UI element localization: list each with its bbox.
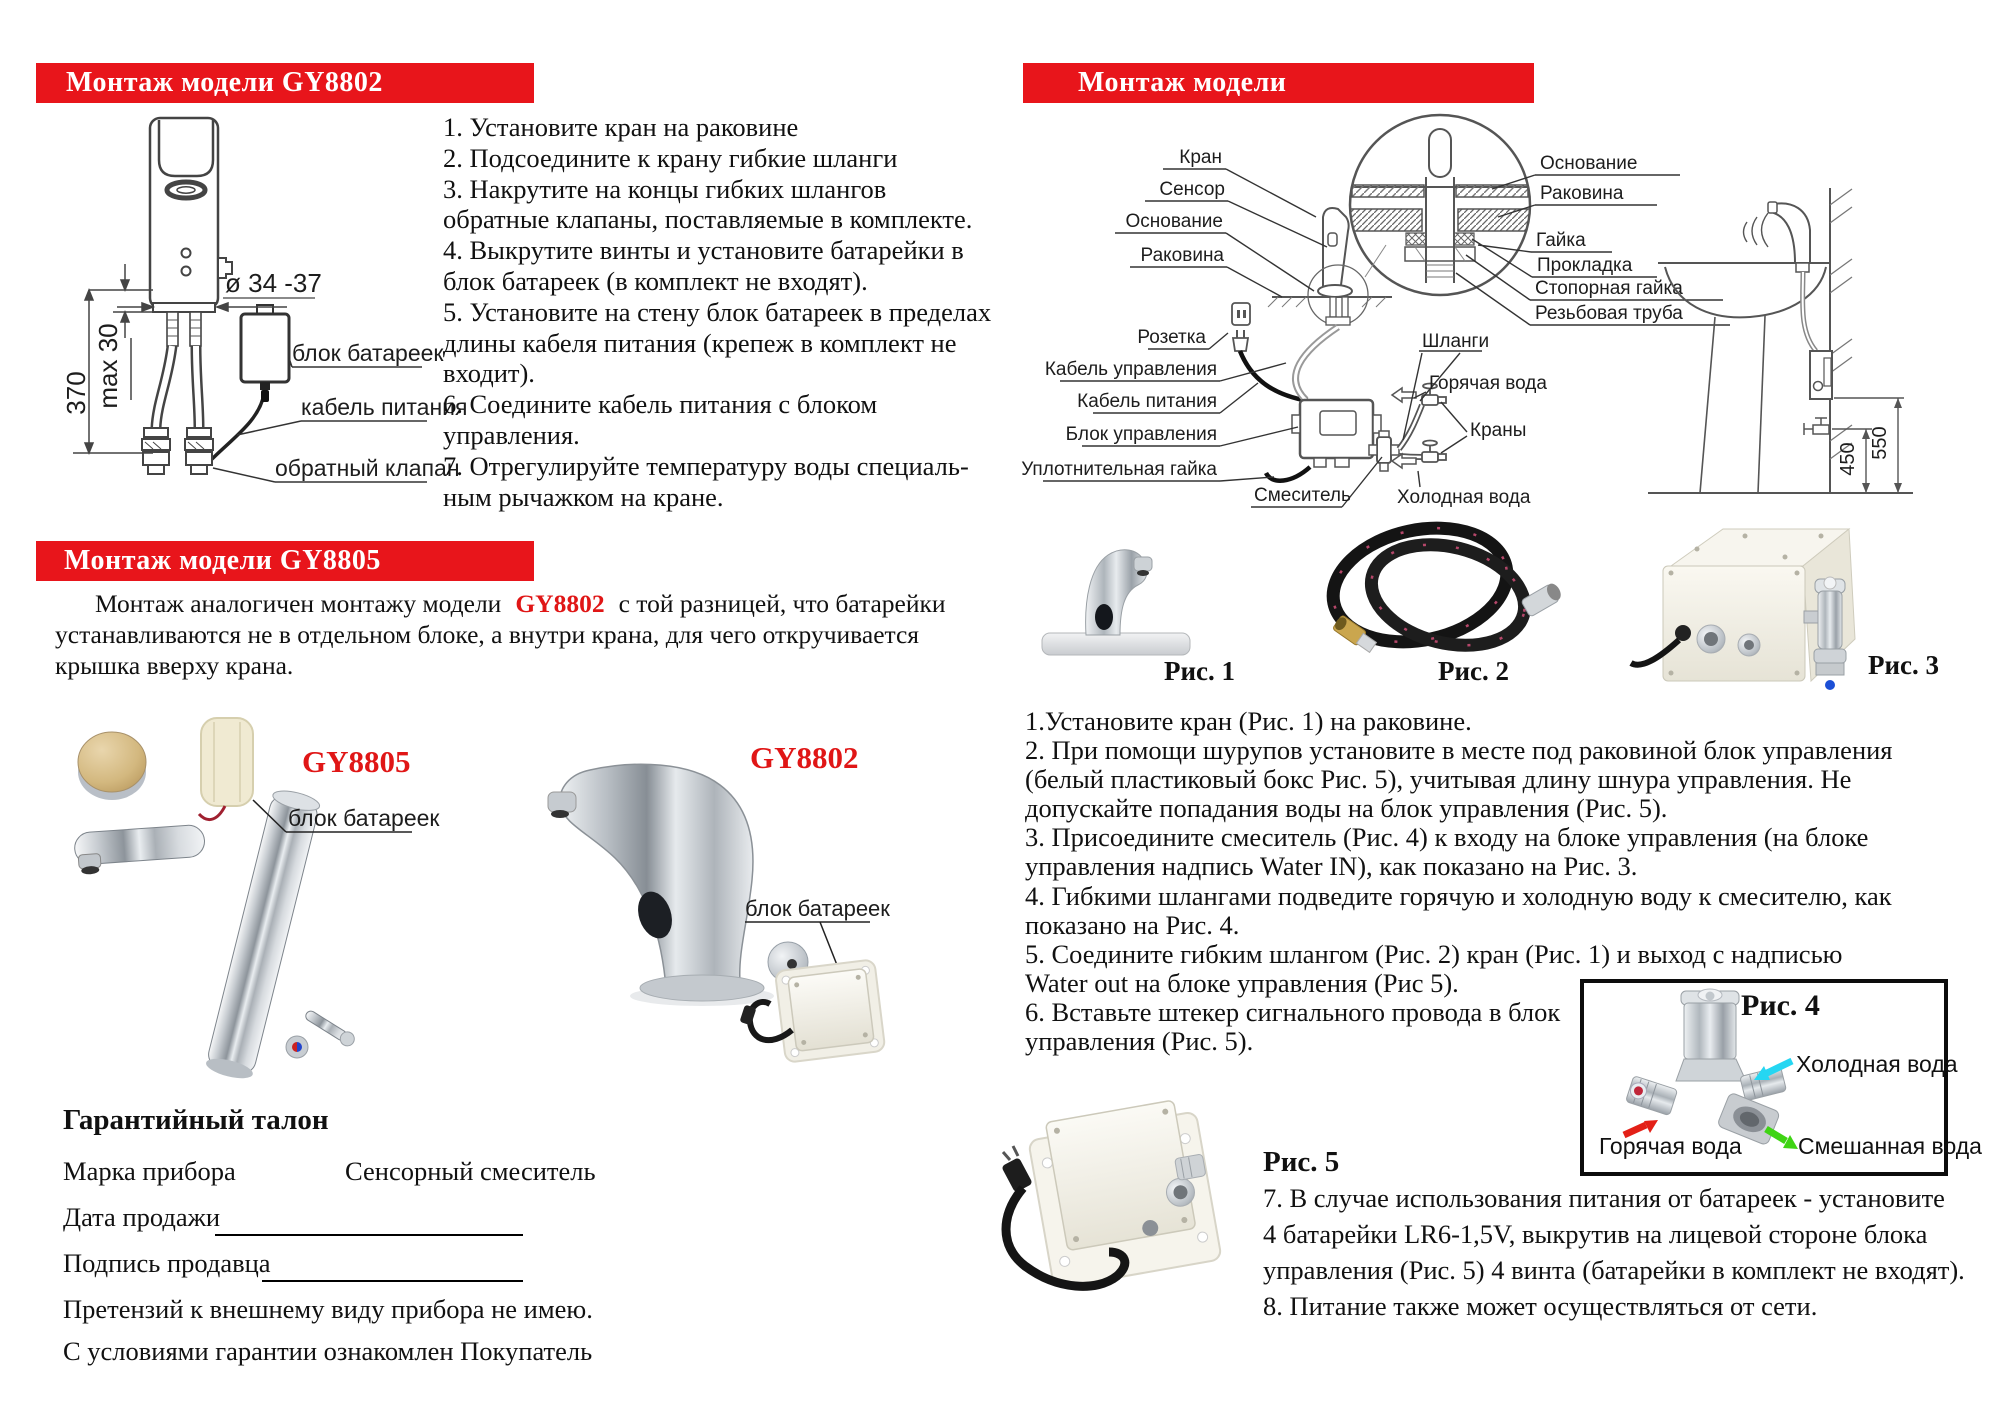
section-header-montazh: Монтаж модели bbox=[1023, 63, 1534, 103]
gy8802-installation-diagram bbox=[55, 108, 468, 523]
step-line: 7. В случае использования питания от батареек - установите bbox=[1263, 1183, 1945, 1213]
svg-text:Шланги: Шланги bbox=[1422, 331, 1490, 352]
svg-text:Блок управления: Блок управления bbox=[1065, 424, 1217, 445]
step-line: 6. Вставьте штекер сигнального провода в блок bbox=[1025, 996, 1561, 1027]
svg-text:блок батареек: блок батареек bbox=[292, 340, 444, 366]
step-line: обратные клапаны, поставляемые в комплекте. bbox=[443, 204, 973, 235]
svg-text:Прокладка: Прокладка bbox=[1537, 255, 1633, 276]
svg-text:Холодная вода: Холодная вода bbox=[1397, 487, 1531, 508]
faucet-flange bbox=[153, 303, 215, 312]
wall-valve bbox=[1813, 425, 1829, 434]
step-line: 3. Присоедините смеситель (Рис. 4) к входу на блоке управления (на блоке bbox=[1025, 822, 1869, 853]
temperature-lever bbox=[303, 1008, 357, 1049]
mixed-arrow bbox=[1766, 1129, 1798, 1149]
step-line: блок батареек (в комплект не входят). bbox=[443, 265, 868, 296]
step-line: 2. При помощи шурупов установите в месте под раковиной блок управления bbox=[1025, 735, 1893, 766]
step-line: 7. Отрегулируйте температуру воды специаль- bbox=[443, 450, 969, 481]
section-header-gy8805: Монтаж модели GY8805 bbox=[36, 541, 534, 581]
svg-text:ø 34 -37: ø 34 -37 bbox=[225, 268, 322, 298]
step-line: 8. Питание также может осуществляться от сети. bbox=[1263, 1291, 1818, 1321]
svg-text:Раковина: Раковина bbox=[1540, 183, 1624, 204]
step-line: управления (Рис. 5) 4 винта (батарейки в комплект не входят). bbox=[1263, 1255, 1965, 1285]
gy8802-steps bbox=[443, 112, 1003, 512]
power-plug bbox=[1233, 330, 1248, 351]
wall-faucet bbox=[1774, 203, 1810, 263]
gy8805-photo bbox=[60, 700, 460, 1110]
fig5-caption: Рис. 5 bbox=[1263, 1146, 1340, 1178]
svg-text:Основание: Основание bbox=[1540, 153, 1638, 174]
svg-text:max 30: max 30 bbox=[93, 323, 123, 409]
svg-text:Розетка: Розетка bbox=[1137, 327, 1206, 348]
step-line: 1. Установите кран на раковине bbox=[443, 112, 799, 142]
control-cable bbox=[1296, 327, 1338, 400]
fig5-steps bbox=[1263, 1180, 1965, 1324]
faucet-spout bbox=[74, 824, 207, 875]
warranty-brand-label: Марка прибора bbox=[63, 1156, 236, 1186]
warranty-claims-line: Претензий к внешнему виду прибора не имею. bbox=[63, 1294, 593, 1324]
fig5-control-box-photo bbox=[985, 1090, 1255, 1320]
battery-wire bbox=[199, 806, 225, 820]
step-line: 1.Установите кран (Рис. 1) на раковине. bbox=[1025, 706, 1472, 736]
battery-box bbox=[775, 959, 885, 1063]
fig3-caption: Рис. 3 bbox=[1868, 650, 1940, 680]
svg-text:Кабель управления: Кабель управления bbox=[1044, 359, 1217, 380]
step-line: 4 батарейки LR6-1,5V, выкрутив на лицевой стороне блока bbox=[1263, 1219, 1928, 1249]
step-line: 5. Установите на стену блок батареек в пределах bbox=[443, 296, 992, 327]
power-outlet bbox=[1232, 303, 1250, 325]
gy8805-paragraph bbox=[55, 588, 1015, 681]
step-line: 5. Соедините гибким шлангом (Рис. 2) кран (Рис. 1) и выход с надписью bbox=[1025, 938, 1843, 969]
warranty-brand-value: Сенсорный смеситель bbox=[345, 1156, 596, 1186]
cross-section-detail bbox=[1350, 113, 1530, 283]
warranty-sign-label: Подпись продавца bbox=[63, 1248, 271, 1278]
svg-text:Горячая вода: Горячая вода bbox=[1429, 373, 1547, 394]
step-line: ным рычажком на кране. bbox=[443, 481, 724, 512]
gland-cable bbox=[1266, 467, 1310, 481]
step-line: 3. Накрутите на концы гибких шлангов bbox=[443, 173, 887, 204]
svg-text:Уплотнительная гайка: Уплотнительная гайка bbox=[1021, 459, 1217, 480]
svg-text:Кабель питания: Кабель питания bbox=[1077, 391, 1217, 412]
para-text: с той разницей, что батарейки bbox=[618, 589, 946, 618]
svg-text:Кран: Кран bbox=[1179, 147, 1222, 168]
step-line: 6. Соедините кабель питания с блоком bbox=[443, 389, 878, 420]
warranty-date-label: Дата продажи bbox=[63, 1202, 221, 1232]
internal-battery-pack bbox=[201, 718, 253, 806]
step-line: 4. Выкрутите винты и установите батарейки в bbox=[443, 235, 964, 266]
model-label: GY8805 bbox=[302, 744, 411, 779]
step-line: допускайте попадания воды на блок управления (Рис. 5). bbox=[1025, 793, 1668, 824]
fig3-box-photo bbox=[1631, 529, 1855, 690]
step-line: Water out на блоке управления (Рис 5). bbox=[1025, 967, 1459, 998]
svg-text:550: 550 bbox=[1869, 426, 1891, 460]
step-line: управления (Рис. 5). bbox=[1025, 1026, 1254, 1057]
faucet-base bbox=[640, 975, 764, 1001]
model-reference: GY8802 bbox=[515, 589, 605, 618]
power-cable bbox=[207, 394, 264, 464]
svg-text:Резьбовая труба: Резьбовая труба bbox=[1535, 303, 1683, 324]
step-line: (белый пластиковый бокс Рис. 5), учитывая длину шнура управления. Не bbox=[1025, 764, 1852, 795]
fig4-caption: Рис. 4 bbox=[1741, 989, 1820, 1022]
step-line: входит). bbox=[443, 358, 535, 389]
warranty-terms-line: С условиями гарантии ознакомлен Покупатель bbox=[63, 1336, 593, 1366]
date-fill-line bbox=[215, 1234, 523, 1236]
step-line: управления надпись Water IN), как показано на Рис. 3. bbox=[1025, 851, 1638, 882]
cold-water-label: Холодная вода bbox=[1796, 1051, 1958, 1077]
check-valves bbox=[142, 428, 213, 474]
warranty-title: Гарантийный талон bbox=[63, 1104, 329, 1136]
para-text: устанавливаются не в отдельном блоке, а внутри крана, для чего откручивается bbox=[55, 620, 920, 649]
svg-text:Сенсор: Сенсор bbox=[1159, 179, 1225, 200]
faucet-body bbox=[560, 764, 753, 988]
top-cap-disc bbox=[78, 732, 146, 792]
svg-text:обратный клапан: обратный клапан bbox=[275, 455, 460, 481]
fig1-faucet-photo bbox=[1042, 550, 1190, 655]
cable-connector bbox=[740, 1005, 757, 1026]
step-line: показано на Рис. 4. bbox=[1025, 909, 1240, 940]
svg-text:370: 370 bbox=[61, 371, 91, 415]
spout-tip bbox=[548, 792, 576, 812]
para-text: крышка вверху крана. bbox=[55, 651, 294, 680]
section-header-gy8802: Монтаж модели GY8802 bbox=[36, 63, 534, 103]
step-line: управления. bbox=[443, 419, 580, 450]
svg-text:450: 450 bbox=[1837, 442, 1859, 476]
svg-text:Гайка: Гайка bbox=[1536, 230, 1586, 251]
fig2-hose-photo bbox=[1322, 513, 1564, 661]
battery-box bbox=[241, 314, 289, 382]
step-line: 4. Гибкими шлангами подведите горячую и холодную воду к смесителю, как bbox=[1025, 880, 1892, 911]
mixed-water-label: Смешанная вода bbox=[1798, 1133, 1982, 1159]
control-box bbox=[1292, 400, 1381, 467]
gy8802-photo bbox=[540, 730, 940, 1075]
signature-fill-line bbox=[262, 1280, 523, 1282]
svg-text:Стопорная гайка: Стопорная гайка bbox=[1535, 278, 1683, 299]
battery-box-label: блок батареек bbox=[745, 896, 890, 921]
svg-text:Смеситель: Смеситель bbox=[1254, 485, 1351, 506]
installation-schematic bbox=[1020, 105, 1960, 525]
fig1-caption: Рис. 1 bbox=[1164, 656, 1236, 686]
svg-text:Раковина: Раковина bbox=[1140, 245, 1224, 266]
battery-pack-label: блок батареек bbox=[288, 805, 440, 831]
step-line: длины кабеля питания (крепеж в комплект не bbox=[443, 327, 957, 358]
svg-text:Краны: Краны bbox=[1470, 420, 1527, 441]
svg-text:Основание: Основание bbox=[1125, 211, 1223, 232]
step-line: 2. Подсоедините к крану гибкие шланги bbox=[443, 142, 898, 173]
fig2-caption: Рис. 2 bbox=[1438, 656, 1510, 686]
fig4-inset bbox=[1580, 979, 1982, 1176]
para-text: Монтаж аналогичен монтажу модели bbox=[95, 589, 502, 618]
model-label: GY8802 bbox=[750, 740, 859, 775]
hot-water-label: Горячая вода bbox=[1599, 1133, 1742, 1159]
svg-text:кабель питания: кабель питания bbox=[301, 394, 468, 420]
